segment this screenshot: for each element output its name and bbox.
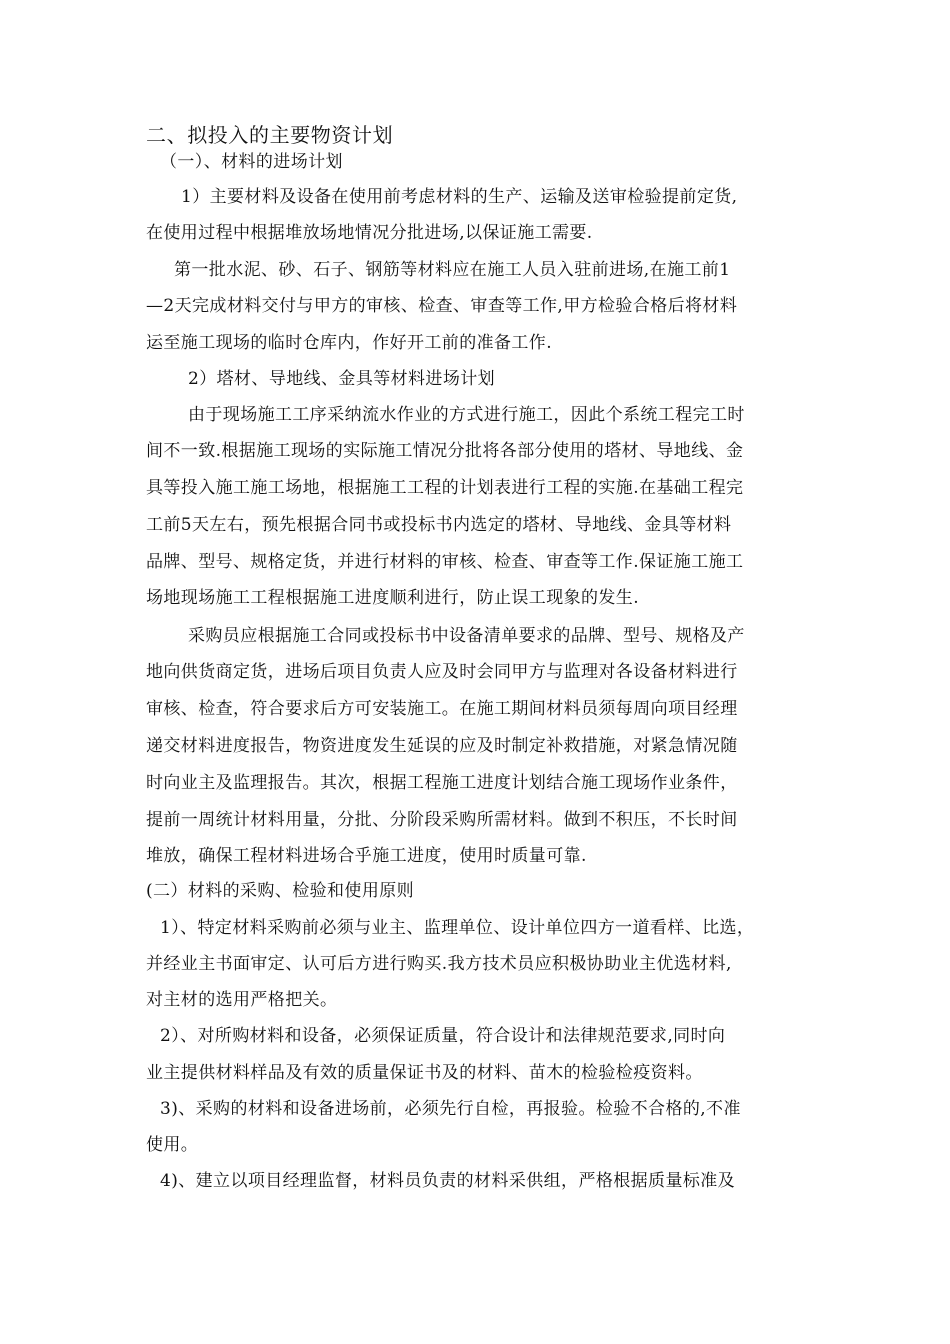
text-line: 运至施工现场的临时仓库内，作好开工前的准备工作. [146, 333, 553, 353]
subsection-heading-materials-entry: （一）、材料的进场计划 [160, 152, 343, 172]
text-line: 审核、检查，符合要求后方可安装施工。在施工期间材料员须每周向项目经理 [146, 699, 738, 719]
text-line: 并经业主书面审定、认可后方进行购买.我方技术员应积极协助业主优选材料, [146, 954, 732, 974]
text-line: 4)、建立以项目经理监督，材料员负责的材料采供组，严格根据质量标准及 [160, 1171, 736, 1191]
text-line: 使用。 [146, 1135, 199, 1155]
text-line: 间不一致.根据施工现场的实际施工情况分批将各部分使用的塔材、导地线、金 [146, 441, 744, 461]
text-line: 品牌、型号、规格定货，并进行材料的审核、检查、审查等工作.保证施工施工 [146, 552, 744, 572]
text-line: 第一批水泥、砂、石子、钢筋等材料应在施工人员入驻前进场,在施工前1 [174, 260, 731, 280]
text-line: 堆放，确保工程材料进场合乎施工进度，使用时质量可靠. [146, 846, 587, 866]
text-line: —2天完成材料交付与甲方的审核、检查、审查等工作,甲方检验合格后将材料 [146, 296, 738, 316]
text-line: 采购员应根据施工合同或投标书中设备清单要求的品牌、型号、规格及产 [188, 626, 745, 646]
text-line: 时向业主及监理报告。其次，根据工程施工进度计划结合施工现场作业条件， [146, 773, 738, 793]
subsection-heading-procurement: (二）材料的采购、检验和使用原则 [146, 881, 415, 901]
text-line: 1）、特定材料采购前必须与业主、监理单位、设计单位四方一道看样、比选， [160, 918, 755, 938]
text-line: 对主材的选用严格把关。 [146, 990, 338, 1010]
text-line: 递交材料进度报告，物资进度发生延误的应及时制定补救措施，对紧急情况随 [146, 736, 738, 756]
text-line: 地向供货商定货，进场后项目负责人应及时会同甲方与监理对各设备材料进行 [146, 662, 738, 682]
text-line: 工前5天左右，预先根据合同书或投标书内选定的塔材、导地线、金具等材料 [146, 515, 732, 535]
text-line: 在使用过程中根据堆放场地情况分批进场,以保证施工需要. [146, 223, 593, 243]
text-line: 3)、采购的材料和设备进场前，必须先行自检，再报验。检验不合格的,不准 [160, 1099, 741, 1119]
text-line: 场地现场施工工程根据施工进度顺利进行，防止误工现象的发生. [146, 588, 640, 608]
text-line: 业主提供材料样品及有效的质量保证书及的材料、苗木的检验检疫资料。 [146, 1063, 703, 1083]
text-line: 由于现场施工工序采纳流水作业的方式进行施工，因此个系统工程完工时 [188, 405, 745, 425]
text-line: 2）、对所购材料和设备，必须保证质量，符合设计和法律规范要求,同时向 [160, 1026, 726, 1046]
text-line: 具等投入施工施工场地，根据施工工程的计划表进行工程的实施.在基础工程完 [146, 478, 744, 498]
section-heading: 二、拟投入的主要物资计划 [146, 123, 394, 147]
text-line: 提前一周统计材料用量，分批、分阶段采购所需材料。做到不积压，不长时间 [146, 810, 738, 830]
subsection-item-heading: 2）塔材、导地线、金具等材料进场计划 [188, 369, 496, 389]
text-line: 1）主要材料及设备在使用前考虑材料的生产、运输及送审检验提前定货, [181, 187, 738, 207]
